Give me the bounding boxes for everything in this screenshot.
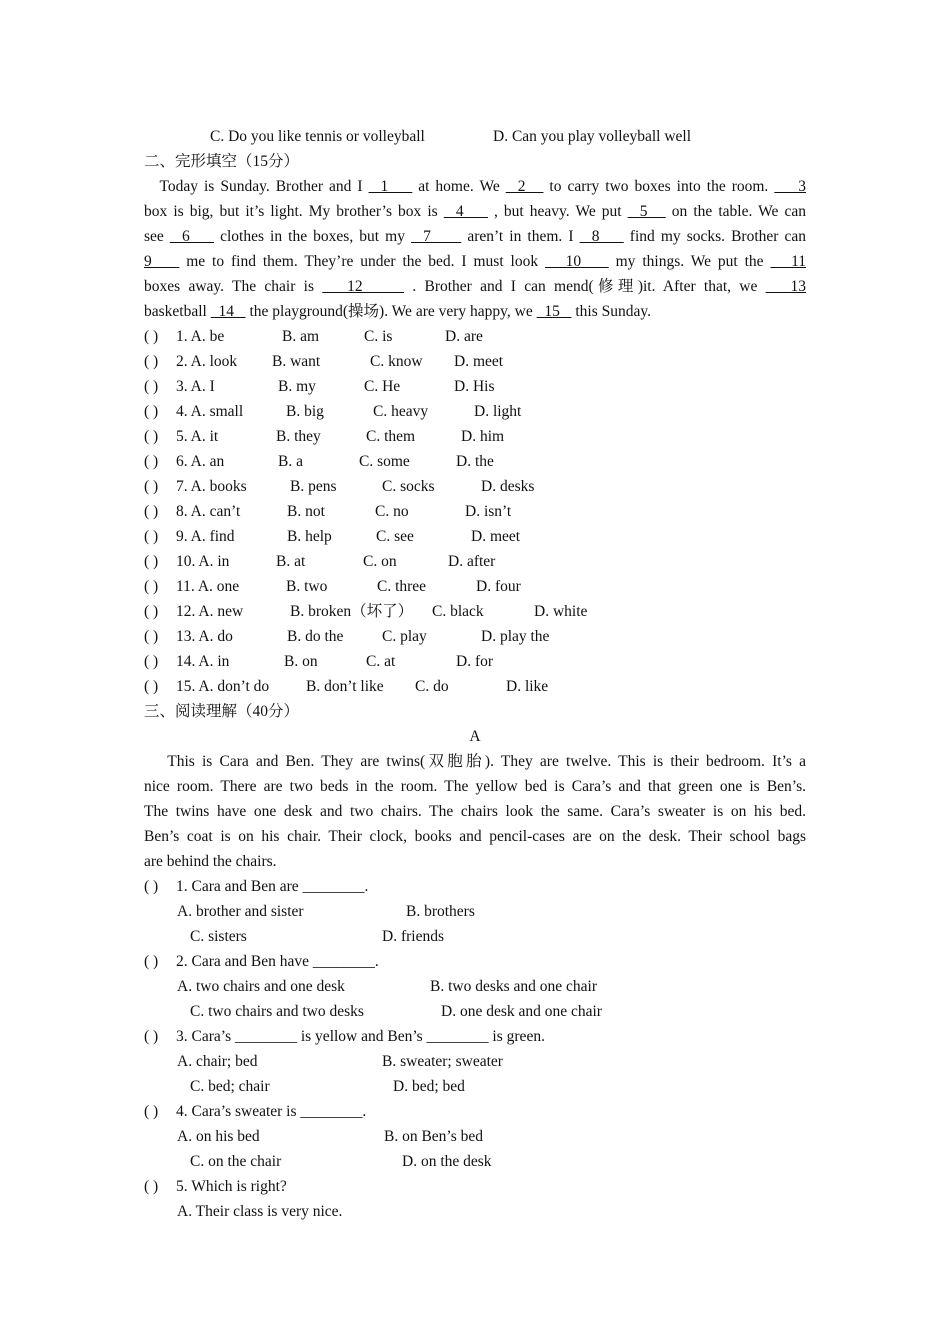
- blank-13: 13: [765, 278, 807, 295]
- blank-12: 12: [322, 278, 405, 295]
- question-option-d: D. light: [474, 403, 522, 420]
- cloze-text: find my socks. Brother can: [623, 228, 807, 245]
- cloze-line-3: [144, 224, 806, 249]
- blank-1: 1: [368, 178, 413, 195]
- document-content: [144, 124, 806, 1224]
- question-option-d: D. like: [506, 678, 549, 695]
- cloze-text: me to find them. They’re under the bed. I must look: [179, 253, 545, 270]
- answer-bracket: ( ): [144, 553, 159, 570]
- cloze-line-1: [144, 174, 806, 199]
- reading-question: [144, 1174, 806, 1199]
- question-option-b: B. don’t like: [306, 678, 384, 695]
- cloze-question-row: [144, 374, 806, 399]
- reading-question: [144, 1024, 806, 1049]
- cloze-line-5: [144, 274, 806, 299]
- cloze-question-row: [144, 499, 806, 524]
- cloze-question-list: [144, 324, 806, 699]
- question-option-b: B. they: [276, 428, 321, 445]
- reading-options-row: [144, 1074, 806, 1099]
- cloze-question-row: [144, 524, 806, 549]
- answer-bracket: ( ): [144, 328, 159, 345]
- reading-option-a: A. two chairs and one desk: [177, 978, 345, 995]
- blank-4: 4: [443, 203, 488, 220]
- question-option-a: 12. A. new: [176, 603, 244, 620]
- reading-question: [144, 949, 806, 974]
- reading-option-b: B. on Ben’s bed: [384, 1128, 484, 1145]
- question-option-b: B. on: [284, 653, 318, 670]
- question-option-c: C. at: [366, 653, 396, 670]
- reading-option-b: B. two desks and one chair: [430, 978, 598, 995]
- question-option-b: B. my: [278, 378, 316, 395]
- cloze-passage: [144, 174, 806, 324]
- reading-options-row: [144, 1124, 806, 1149]
- question-option-b: B. help: [287, 528, 332, 545]
- question-option-a: 11. A. one: [176, 578, 240, 595]
- question-option-a: 8. A. can’t: [176, 503, 241, 520]
- question-option-a: 7. A. books: [176, 478, 247, 495]
- reading-options-row: [144, 999, 806, 1024]
- question-option-b: B. broken（坏了）: [290, 603, 414, 620]
- question-option-d: D. him: [461, 428, 505, 445]
- answer-bracket: ( ): [144, 453, 159, 470]
- top-options-row: [144, 124, 806, 149]
- question-option-b: B. pens: [290, 478, 337, 495]
- question-option-c: C. three: [377, 578, 427, 595]
- reading-options-row: [144, 899, 806, 924]
- reading-option-d: D. bed; bed: [393, 1078, 465, 1095]
- question-option-d: D. after: [448, 553, 496, 570]
- question-text: 5. Which is right?: [176, 1178, 287, 1195]
- question-option-c: C. is: [364, 328, 393, 345]
- question-option-c: C. He: [364, 378, 401, 395]
- answer-bracket: ( ): [144, 353, 159, 370]
- question-option-d: D. for: [456, 653, 494, 670]
- cloze-text: the playground(操场). We are very happy, we: [245, 303, 537, 320]
- cloze-text: boxes away. The chair is: [144, 278, 323, 295]
- answer-bracket: ( ): [144, 1103, 159, 1120]
- cloze-question-row: [144, 599, 806, 624]
- question-option-d: D. the: [456, 453, 494, 470]
- reading-option-a: A. on his bed: [177, 1128, 260, 1145]
- question-option-a: 6. A. an: [176, 453, 225, 470]
- cloze-text: this Sunday.: [571, 303, 651, 320]
- reading-option-c: C. bed; chair: [190, 1078, 270, 1095]
- answer-bracket: ( ): [144, 603, 159, 620]
- question-option-c: C. on: [363, 553, 397, 570]
- passage-line: nice room. There are two beds in the room. The yellow bed is Cara’s and that green one is Ben’s.: [144, 778, 806, 795]
- question-text: 1. Cara and Ben are ________.: [176, 878, 369, 895]
- question-option-a: 13. A. do: [176, 628, 233, 645]
- cloze-question-row: [144, 549, 806, 574]
- blank-15: 15: [536, 303, 572, 320]
- cloze-question-row: [144, 624, 806, 649]
- question-option-d: D. white: [534, 603, 588, 620]
- question-option-a: 2. A. look: [176, 353, 238, 370]
- cloze-text: Today is Sunday. Brother and I: [159, 178, 369, 195]
- question-option-c: C. no: [375, 503, 409, 520]
- question-option-b: B. big: [286, 403, 324, 420]
- blank-3: 3: [774, 178, 807, 195]
- reading-option-a: A. chair; bed: [177, 1053, 258, 1070]
- answer-bracket: ( ): [144, 678, 159, 695]
- cloze-question-row: [144, 649, 806, 674]
- question-option-a: 4. A. small: [176, 403, 244, 420]
- question-option-c: C. some: [359, 453, 410, 470]
- question-option-d: D. meet: [454, 353, 504, 370]
- cloze-question-row: [144, 349, 806, 374]
- passage-text: This is Cara and Ben. They are twins(双胞胎). They are twelve. This is their bedroom. It’s a: [167, 753, 806, 770]
- passage-line: The twins have one desk and two chairs. The chairs look the same. Cara’s sweater is on his bed.: [144, 803, 806, 820]
- question-option-d: D. play the: [481, 628, 550, 645]
- question-text: 3. Cara’s ________ is yellow and Ben’s ________ is green.: [176, 1028, 545, 1045]
- question-option-c: C. know: [370, 353, 423, 370]
- question-option-d: D. desks: [481, 478, 535, 495]
- option-d: D. Can you play volleyball well: [493, 128, 692, 145]
- answer-bracket: ( ): [144, 528, 159, 545]
- question-option-d: D. meet: [471, 528, 521, 545]
- question-text: 4. Cara’s sweater is ________.: [176, 1103, 367, 1120]
- cloze-text: at home. We: [412, 178, 506, 195]
- reading-option-c: C. sisters: [190, 928, 247, 945]
- question-option-a: 1. A. be: [176, 328, 225, 345]
- question-option-c: C. socks: [382, 478, 435, 495]
- question-option-d: D. are: [445, 328, 483, 345]
- question-option-a: 9. A. find: [176, 528, 235, 545]
- reading-option-d: D. friends: [382, 928, 444, 945]
- option-c: C. Do you like tennis or volleyball: [210, 128, 425, 145]
- cloze-question-row: [144, 449, 806, 474]
- blank-11: 11: [770, 253, 807, 270]
- question-option-c: C. see: [376, 528, 414, 545]
- question-option-c: C. do: [415, 678, 449, 695]
- question-option-c: C. them: [366, 428, 416, 445]
- blank-10: 10: [544, 253, 609, 270]
- passage-line: [144, 749, 806, 774]
- reading-option-a: A. Their class is very nice.: [177, 1203, 343, 1220]
- question-option-a: 15. A. don’t do: [176, 678, 270, 695]
- reading-option-b: B. brothers: [406, 903, 475, 920]
- answer-bracket: ( ): [144, 378, 159, 395]
- answer-bracket: ( ): [144, 478, 159, 495]
- question-option-d: D. isn’t: [465, 503, 512, 520]
- cloze-question-row: [144, 574, 806, 599]
- question-option-b: B. a: [278, 453, 303, 470]
- reading-option-b: B. sweater; sweater: [382, 1053, 503, 1070]
- question-option-d: D. His: [454, 378, 495, 395]
- question-option-b: B. not: [287, 503, 325, 520]
- question-option-b: B. do the: [287, 628, 344, 645]
- cloze-question-row: [144, 474, 806, 499]
- cloze-line-2: [144, 199, 806, 224]
- question-option-c: C. play: [382, 628, 427, 645]
- reading-options-row: [144, 1049, 806, 1074]
- cloze-text: , but heavy. We put: [487, 203, 628, 220]
- question-option-b: B. am: [282, 328, 320, 345]
- cloze-question-row: [144, 324, 806, 349]
- reading-option-c: C. two chairs and two desks: [190, 1003, 364, 1020]
- answer-bracket: ( ): [144, 1028, 159, 1045]
- answer-bracket: ( ): [144, 628, 159, 645]
- passage-line: are behind the chairs.: [144, 853, 277, 870]
- question-option-c: C. heavy: [373, 403, 429, 420]
- cloze-question-row: [144, 399, 806, 424]
- answer-bracket: ( ): [144, 953, 159, 970]
- cloze-text: to carry two boxes into the room.: [543, 178, 775, 195]
- reading-option-d: D. one desk and one chair: [441, 1003, 602, 1020]
- answer-bracket: ( ): [144, 503, 159, 520]
- answer-bracket: ( ): [144, 578, 159, 595]
- question-option-b: B. want: [272, 353, 321, 370]
- reading-options-row: [144, 974, 806, 999]
- reading-question-list: [144, 874, 806, 1224]
- blank-5: 5: [627, 203, 666, 220]
- cloze-text: my things. We put the: [608, 253, 771, 270]
- reading-option-c: C. on the chair: [190, 1153, 282, 1170]
- section3-title: 三、阅读理解（40分）: [144, 703, 300, 720]
- passage-line: Ben’s coat is on his chair. Their clock, books and pencil-cases are on the desk. Their school bags: [144, 828, 806, 845]
- section2-title: 二、完形填空（15分）: [144, 153, 300, 170]
- reading-option-d: D. on the desk: [402, 1153, 492, 1170]
- answer-bracket: ( ): [144, 878, 159, 895]
- answer-bracket: ( ): [144, 428, 159, 445]
- cloze-text: on the table. We can: [665, 203, 806, 220]
- question-option-a: 10. A. in: [176, 553, 230, 570]
- question-option-b: B. at: [276, 553, 306, 570]
- passage-a-heading: A: [469, 728, 481, 745]
- reading-options-row: [144, 1149, 806, 1174]
- cloze-text: . Brother and I can mend(修理)it. After that, we: [404, 278, 766, 295]
- cloze-text: see: [144, 228, 170, 245]
- passage-a: [144, 749, 806, 874]
- cloze-line-4: [144, 249, 806, 274]
- blank-2: 2: [505, 178, 544, 195]
- question-option-a: 5. A. it: [176, 428, 219, 445]
- cloze-question-row: [144, 424, 806, 449]
- question-option-d: D. four: [476, 578, 521, 595]
- answer-bracket: ( ): [144, 1178, 159, 1195]
- reading-option-a: A. brother and sister: [177, 903, 304, 920]
- reading-options-row: [144, 1199, 806, 1224]
- cloze-text: box is big, but it’s light. My brother’s box is: [144, 203, 444, 220]
- reading-options-row: [144, 924, 806, 949]
- blank-9: 9: [144, 253, 180, 270]
- question-option-c: C. black: [432, 603, 484, 620]
- blank-7: 7: [411, 228, 462, 245]
- reading-question: [144, 874, 806, 899]
- answer-bracket: ( ): [144, 653, 159, 670]
- reading-question: [144, 1099, 806, 1124]
- question-option-a: 3. A. I: [176, 378, 215, 395]
- blank-8: 8: [579, 228, 624, 245]
- cloze-text: clothes in the boxes, but my: [214, 228, 412, 245]
- cloze-line-6: [144, 299, 806, 324]
- cloze-text: aren’t in them. I: [461, 228, 580, 245]
- blank-6: 6: [169, 228, 215, 245]
- question-option-a: 14. A. in: [176, 653, 230, 670]
- answer-bracket: ( ): [144, 403, 159, 420]
- blank-14: 14: [210, 303, 246, 320]
- cloze-question-row: [144, 674, 806, 699]
- question-option-b: B. two: [286, 578, 328, 595]
- cloze-text: basketball: [144, 303, 211, 320]
- question-text: 2. Cara and Ben have ________.: [176, 953, 379, 970]
